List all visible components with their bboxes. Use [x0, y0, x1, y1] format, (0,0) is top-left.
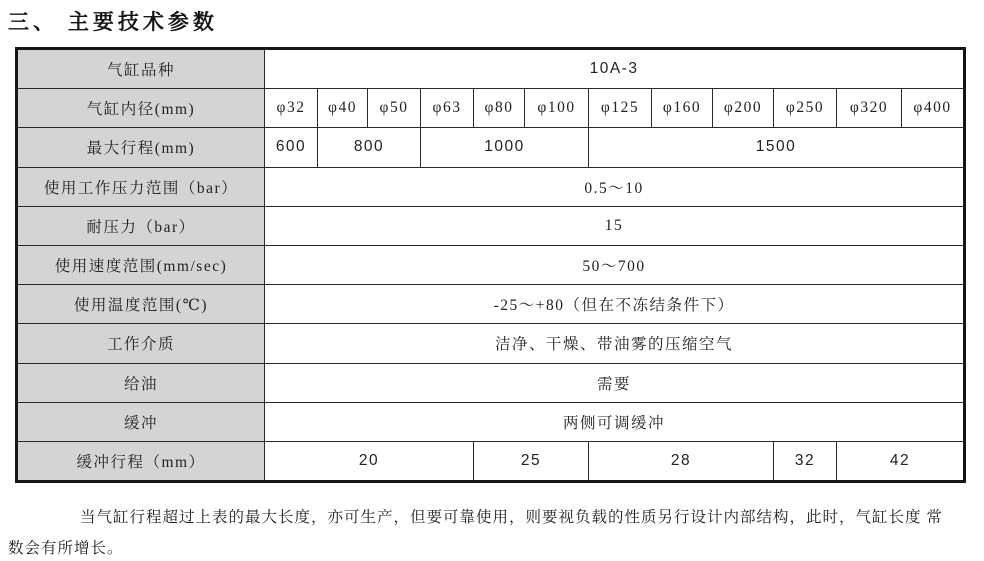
value-cell: φ200	[713, 89, 774, 128]
row-label-cell: 缓冲	[17, 402, 265, 441]
value-cell: φ50	[368, 89, 421, 128]
value-cell: φ32	[265, 89, 318, 128]
value-cell: 42	[837, 441, 965, 481]
row-label-cell: 最大行程(mm)	[17, 128, 265, 167]
value-cell: 32	[774, 441, 837, 481]
value-cell: φ320	[837, 89, 902, 128]
row-label-cell: 给油	[17, 363, 265, 402]
table-row-cylinder-series	[17, 49, 965, 89]
row-label-cell: 工作介质	[17, 324, 265, 363]
value-cell: 需要	[265, 363, 965, 402]
row-label-cell: 使用温度范围(℃)	[17, 285, 265, 324]
table-row-working-pressure	[17, 167, 965, 206]
row-label-cell: 使用速度范围(mm/sec)	[17, 245, 265, 284]
value-cell: 50～700	[265, 245, 965, 284]
table-row-temperature-range	[17, 285, 965, 324]
value-cell: 20	[265, 441, 474, 481]
value-cell: 1500	[589, 128, 965, 167]
value-cell: 28	[589, 441, 774, 481]
value-cell: 两侧可调缓冲	[265, 402, 965, 441]
value-cell: φ160	[652, 89, 713, 128]
value-cell: 10A-3	[265, 49, 965, 89]
spec-table	[15, 47, 966, 483]
value-cell: 25	[474, 441, 589, 481]
row-label-cell: 气缸品种	[17, 49, 265, 89]
value-cell: 800	[318, 128, 421, 167]
table-row-cushion	[17, 402, 965, 441]
value-cell: φ40	[318, 89, 368, 128]
row-label-cell: 缓冲行程（mm）	[17, 441, 265, 481]
value-cell: 1000	[421, 128, 589, 167]
value-cell: 洁净、干燥、带油雾的压缩空气	[265, 324, 965, 363]
value-cell: 0.5～10	[265, 167, 965, 206]
value-cell: φ250	[774, 89, 837, 128]
table-row-working-medium	[17, 324, 965, 363]
row-label-cell: 使用工作压力范围（bar）	[17, 167, 265, 206]
value-cell: φ400	[902, 89, 965, 128]
value-cell: φ125	[589, 89, 652, 128]
table-row-max-stroke	[17, 128, 965, 167]
table-row-lubrication	[17, 363, 965, 402]
value-cell: φ100	[525, 89, 589, 128]
footer-note	[8, 502, 976, 561]
footer-note-line1: 当气缸行程超过上表的最大长度，亦可生产，但要可靠使用，则要视负载的性质另行设计内部结构，此时，气缸长度 常	[80, 509, 943, 526]
footer-note-line2: 数会有所增长。	[8, 540, 124, 557]
row-label-cell: 耐压力（bar）	[17, 206, 265, 245]
table-row-proof-pressure	[17, 206, 965, 245]
table-row-cushion-stroke	[17, 441, 965, 481]
table-row-speed-range	[17, 245, 965, 284]
value-cell: φ80	[474, 89, 525, 128]
page-title: 三、 主要技术参数	[8, 11, 218, 34]
value-cell: 600	[265, 128, 318, 167]
row-label-cell: 气缸内径(mm)	[17, 89, 265, 128]
value-cell: φ63	[421, 89, 474, 128]
value-cell: 15	[265, 206, 965, 245]
table-row-bore	[17, 89, 965, 128]
value-cell: -25～+80（但在不冻结条件下）	[265, 285, 965, 324]
